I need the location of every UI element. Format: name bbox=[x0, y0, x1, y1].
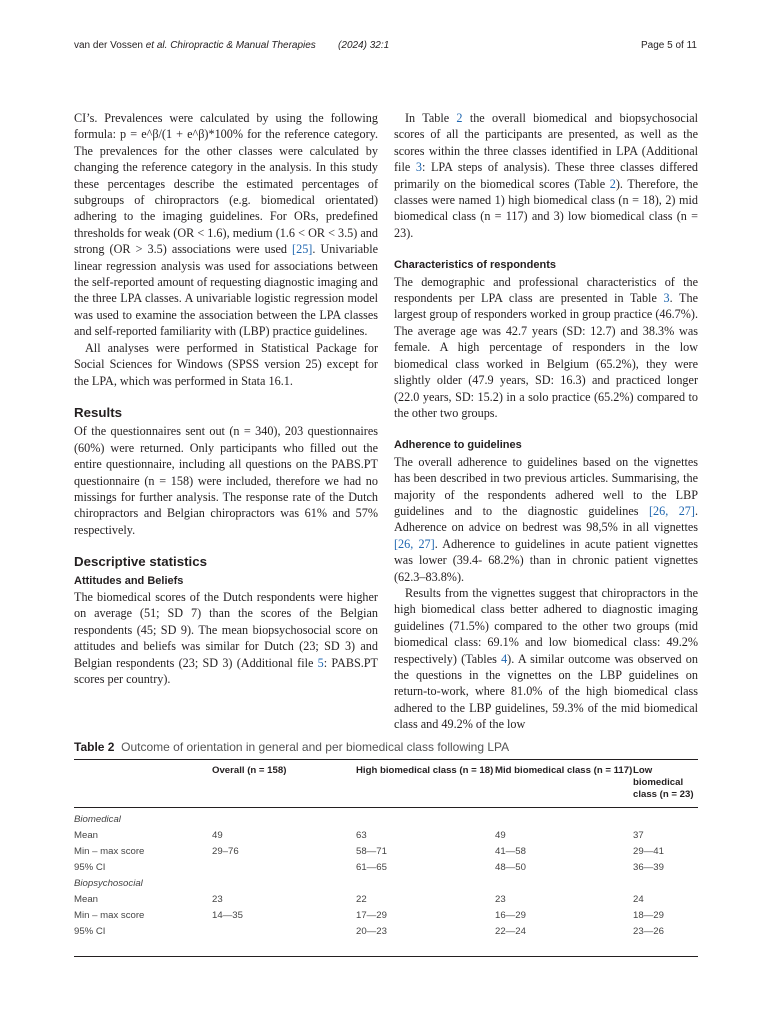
paragraph: The biomedical scores of the Dutch respondents were higher on average (51; SD 7) than the scores of the Belgian respondents (45; SD 9). The mean biopsychosocial score on attitudes and beliefs was similar for Dutch (23; SD 3) and Belgian respondents (23; SD 3) (Additional file 5: PABS.PT scores per country). bbox=[74, 589, 379, 686]
paragraph: Results from the vignettes suggest that chiropractors in the high biomedical class better adhered to diagnostic imaging guidelines (71.5%) compared to the other two groups (mid biomedical class: 69.1% and low biomedical class: 49.2% respectively) (Tables 4). A similar outcome was observed on the questions in the vignettes on the LBP guidelines on return-to-work, where 81.0% of the high biomedical class adhered to the LBP guidelines, 59.3% of the mid biomedical class and 49.2% of the low bbox=[394, 585, 698, 732]
row-label: Min – max score bbox=[74, 846, 145, 857]
column-header: Mid biomedical class (n = 117) bbox=[495, 760, 633, 808]
additional-file-link[interactable]: 3 bbox=[415, 160, 422, 175]
group-row bbox=[74, 808, 698, 829]
cell: 58—71 bbox=[356, 846, 387, 857]
reference-link[interactable]: [25] bbox=[292, 242, 313, 257]
right-column bbox=[394, 110, 698, 733]
column-header: Low biomedical class (n = 23) bbox=[633, 760, 698, 808]
table-link[interactable]: 2 bbox=[609, 176, 616, 191]
table-link[interactable]: 2 bbox=[456, 111, 463, 125]
left-column bbox=[74, 110, 378, 687]
paragraph: The demographic and professional characteristics of the respondents per LPA class are presented in Table 3. The largest group of responders worked in group practice (46.7%). The average age was 42.7 years (SD: 12.7) and 38.3% was female. A high percentage of responders in the low biomedical class worked in Belgium (65.2%), they were slightly older (47.9 years, SD: 16.3) and practiced longer (22.0 years, SD: 15.2) in a solo practice (65.2%) compared to the other two groups. bbox=[394, 274, 698, 420]
row-label: Min – max score bbox=[74, 910, 145, 921]
cell bbox=[212, 860, 356, 876]
table-2 bbox=[74, 759, 698, 957]
cell: 18—29 bbox=[633, 910, 664, 921]
cell: 29–76 bbox=[212, 846, 239, 857]
header-volume: (2024) 32:1 bbox=[338, 40, 390, 51]
group-row bbox=[74, 876, 698, 892]
table-bottom-rule bbox=[74, 940, 698, 957]
table-link[interactable]: 3 bbox=[663, 291, 670, 306]
paragraph: In Table 2 the overall biomedical and biopsychosocial scores of all the participants are presented, as well as the scores within the three classes identified in LPA (Additional file 3: LPA steps of analysis). These three classes differed primarily on the biomedical scores (Table 2). Therefore, the classes were named 1) high biomedical class (n = 18), 2) mid biomedical class (n = 117) and 3) low biomedical class (n = 23). bbox=[394, 111, 698, 240]
paragraph: CI’s. Prevalences were calculated by using the following formula: p = e^β/(1 + e^β)*100% for the reference category. The prevalences for the other classes were calculated by changing the reference category in the analysis. In this study these percentages describe the estimated percentages of subgroups of chiropractors (e.g. biomedical orientated) adhering to the imaging guidelines. For ORs, predefined thresholds for weak (OR < 1.6), medium (1.6 < OR < 3.5) and strong (OR > 3.5) associations were used [25]. Univariable linear regression analysis was used for associations between the self-reported amount of requesting diagnostic imaging and the three LPA classes. A univariable logistic regression model was used to examine the association between the LPA classes and self-reported familiarity with (LBP) practice guidelines. bbox=[74, 111, 379, 339]
cell: 61—65 bbox=[356, 862, 387, 873]
cell: 17—29 bbox=[356, 910, 387, 921]
table-header-row bbox=[74, 760, 698, 808]
cell: 36—39 bbox=[633, 862, 664, 873]
cell: 49 bbox=[495, 830, 506, 841]
cell: 16—29 bbox=[495, 910, 526, 921]
table-caption-text: Outcome of orientation in general and per biomedical class following LPA bbox=[121, 740, 510, 754]
group-label: Biopsychosocial bbox=[74, 878, 143, 889]
paragraph: Of the questionnaires sent out (n = 340), 203 questionnaires (60%) were returned. Only participants who filled out the entire questionnaire, including all questions on the PABS.PT questionnaire (n = 158) were included, therefore we had no missings for further analysis. The response rate of the Dutch chiropractors and Belgian chiropractors was 61% and 57% respectively. bbox=[74, 424, 378, 537]
page-number: Page 5 of 11 bbox=[641, 40, 697, 51]
paragraph: All analyses were performed in Statistical Package for Social Sciences for Windows (SPSS version 25) except for the LPA, which was performed in Stata 16.1. bbox=[74, 340, 378, 388]
cell: 48—50 bbox=[495, 862, 526, 873]
cell: 49 bbox=[212, 830, 223, 841]
table-row bbox=[74, 828, 698, 844]
attitudes-beliefs-heading: Attitudes and Beliefs bbox=[74, 574, 184, 587]
cell: 23 bbox=[495, 894, 506, 905]
cell: 14—35 bbox=[212, 910, 243, 921]
row-label: Mean bbox=[74, 894, 98, 905]
column-header: Overall (n = 158) bbox=[212, 760, 356, 808]
adherence-heading: Adherence to guidelines bbox=[394, 439, 522, 452]
reference-link[interactable]: [26, 27] bbox=[394, 536, 435, 551]
results-heading: Results bbox=[74, 404, 123, 420]
column-header: High biomedical class (n = 18) bbox=[356, 760, 495, 808]
cell: 22—24 bbox=[495, 926, 526, 937]
cell: 22 bbox=[356, 894, 367, 905]
row-label: Mean bbox=[74, 830, 98, 841]
paragraph: The overall adherence to guidelines based on the vignettes has been described in two previous articles. Summarising, the majority of the respondents adhered well to the LBP guidelines and to the diagnostic guidelines [26, 27]. Adherence on advice on bedrest was 98,5% in all vignettes [26, 27]. Adherence to guidelines in acute patient vignettes was lower (39.4- 68.2%) than in chronic patient vignettes (62.3–83.8%). bbox=[394, 454, 698, 584]
cell: 24 bbox=[633, 894, 644, 905]
cell: 63 bbox=[356, 830, 367, 841]
table-row bbox=[74, 860, 698, 876]
table-row bbox=[74, 924, 698, 940]
row-label: 95% CI bbox=[74, 862, 106, 873]
running-header bbox=[74, 40, 389, 51]
table-row bbox=[74, 892, 698, 908]
characteristics-heading: Characteristics of respondents bbox=[394, 259, 556, 272]
descriptive-statistics-heading: Descriptive statistics bbox=[74, 554, 208, 570]
cell: 23—26 bbox=[633, 926, 664, 937]
cell: 41—58 bbox=[495, 846, 526, 857]
cell bbox=[212, 924, 356, 940]
header-journal: Chiropractic & Manual Therapies bbox=[170, 40, 316, 51]
cell: 29—41 bbox=[633, 846, 664, 857]
table-caption bbox=[74, 740, 509, 754]
cell: 23 bbox=[212, 894, 223, 905]
header-authors: van der Vossen bbox=[74, 40, 143, 51]
row-label: 95% CI bbox=[74, 926, 106, 937]
table-link[interactable]: 4 bbox=[501, 651, 508, 666]
column-header bbox=[74, 760, 212, 808]
group-label: Biomedical bbox=[74, 814, 121, 825]
additional-file-link[interactable]: 5 bbox=[317, 655, 324, 670]
table-row bbox=[74, 844, 698, 860]
reference-link[interactable]: [26, 27] bbox=[648, 503, 695, 518]
table-label: Table 2 bbox=[74, 740, 115, 754]
header-et-al: et al. bbox=[145, 40, 168, 51]
cell: 20—23 bbox=[356, 926, 387, 937]
cell: 37 bbox=[633, 830, 644, 841]
table-row bbox=[74, 908, 698, 924]
